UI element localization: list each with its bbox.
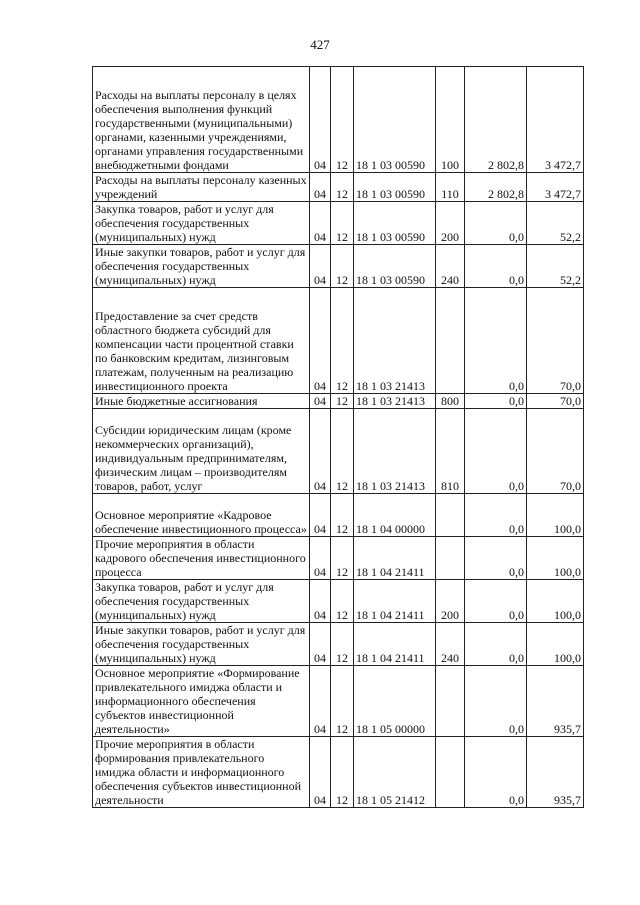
row-section: 04	[310, 623, 331, 666]
table-row	[93, 666, 584, 737]
row-name: Прочие мероприятия в области кадрового обеспечения инвестиционного процесса	[93, 537, 310, 580]
row-amount-1: 2 802,8	[465, 67, 527, 173]
budget-table	[92, 66, 584, 808]
row-amount-1: 0,0	[465, 494, 527, 537]
row-amount-1: 2 802,8	[465, 173, 527, 202]
row-amount-1: 0,0	[465, 737, 527, 808]
row-amount-1: 0,0	[465, 580, 527, 623]
row-amount-1: 0,0	[465, 394, 527, 409]
budget-table-body	[93, 67, 584, 808]
row-name: Закупка товаров, работ и услуг для обеспечения государственных (муниципальных) нужд	[93, 580, 310, 623]
table-row	[93, 409, 584, 494]
row-amount-2: 935,7	[527, 737, 584, 808]
row-target-code: 18 1 03 00590	[354, 67, 436, 173]
row-section: 04	[310, 202, 331, 245]
row-subsection: 12	[331, 666, 354, 737]
row-target-code: 18 1 04 21411	[354, 537, 436, 580]
row-subsection: 12	[331, 409, 354, 494]
row-expense-type: 100	[436, 67, 465, 173]
row-expense-type: 200	[436, 202, 465, 245]
row-section: 04	[310, 67, 331, 173]
row-target-code: 18 1 05 21412	[354, 737, 436, 808]
row-target-code: 18 1 04 00000	[354, 494, 436, 537]
row-target-code: 18 1 04 21411	[354, 580, 436, 623]
row-name: Основное мероприятие «Кадровое обеспечение инвестиционного процесса»	[93, 494, 310, 537]
row-amount-2: 70,0	[527, 288, 584, 394]
table-row	[93, 537, 584, 580]
row-amount-2: 52,2	[527, 202, 584, 245]
row-name: Расходы на выплаты персоналу казенных учреждений	[93, 173, 310, 202]
row-name: Расходы на выплаты персоналу в целях обеспечения выполнения функций государственными (муниципальными) органами, казенными учреждениями, органами управления государственными внебюджетными фондами	[93, 67, 310, 173]
row-subsection: 12	[331, 394, 354, 409]
row-subsection: 12	[331, 202, 354, 245]
row-expense-type: 240	[436, 623, 465, 666]
table-row	[93, 394, 584, 409]
row-amount-1: 0,0	[465, 537, 527, 580]
row-section: 04	[310, 288, 331, 394]
row-section: 04	[310, 409, 331, 494]
table-row	[93, 245, 584, 288]
row-section: 04	[310, 666, 331, 737]
row-amount-2: 3 472,7	[527, 67, 584, 173]
row-subsection: 12	[331, 173, 354, 202]
row-expense-type: 810	[436, 409, 465, 494]
row-name: Иные бюджетные ассигнования	[93, 394, 310, 409]
row-target-code: 18 1 03 21413	[354, 409, 436, 494]
row-amount-1: 0,0	[465, 666, 527, 737]
row-name: Иные закупки товаров, работ и услуг для обеспечения государственных (муниципальных) нужд	[93, 623, 310, 666]
table-row	[93, 623, 584, 666]
row-subsection: 12	[331, 537, 354, 580]
row-subsection: 12	[331, 67, 354, 173]
table-row	[93, 737, 584, 808]
row-amount-1: 0,0	[465, 409, 527, 494]
row-amount-2: 935,7	[527, 666, 584, 737]
row-expense-type	[436, 494, 465, 537]
row-amount-2: 100,0	[527, 537, 584, 580]
page-number: 427	[310, 37, 330, 52]
row-target-code: 18 1 03 00590	[354, 202, 436, 245]
row-target-code: 18 1 03 00590	[354, 173, 436, 202]
row-section: 04	[310, 173, 331, 202]
row-name: Предоставление за счет средств областного бюджета субсидий для компенсации части процентной ставки по банковским кредитам, лизинговым платежам, полученным на реализацию инвестиционного проекта	[93, 288, 310, 394]
row-target-code: 18 1 03 21413	[354, 394, 436, 409]
row-target-code: 18 1 03 00590	[354, 245, 436, 288]
table-row	[93, 288, 584, 394]
row-subsection: 12	[331, 494, 354, 537]
row-amount-2: 70,0	[527, 409, 584, 494]
row-target-code: 18 1 05 00000	[354, 666, 436, 737]
table-row	[93, 173, 584, 202]
row-section: 04	[310, 580, 331, 623]
row-expense-type	[436, 537, 465, 580]
row-expense-type: 200	[436, 580, 465, 623]
row-expense-type: 110	[436, 173, 465, 202]
row-subsection: 12	[331, 623, 354, 666]
row-amount-2: 52,2	[527, 245, 584, 288]
row-amount-2: 100,0	[527, 494, 584, 537]
row-section: 04	[310, 537, 331, 580]
row-name: Основное мероприятие «Формирование привлекательного имиджа области и информационного обеспечения субъектов инвестиционной деятельности»	[93, 666, 310, 737]
row-expense-type	[436, 666, 465, 737]
row-amount-2: 70,0	[527, 394, 584, 409]
table-row	[93, 494, 584, 537]
row-expense-type	[436, 288, 465, 394]
row-target-code: 18 1 04 21411	[354, 623, 436, 666]
row-expense-type: 240	[436, 245, 465, 288]
table-row	[93, 580, 584, 623]
row-subsection: 12	[331, 245, 354, 288]
row-name: Прочие мероприятия в области формирования привлекательного имиджа области и информационного обеспечения субъектов инвестиционной деятельности	[93, 737, 310, 808]
row-amount-2: 100,0	[527, 580, 584, 623]
row-amount-1: 0,0	[465, 288, 527, 394]
row-name: Субсидии юридическим лицам (кроме некоммерческих организаций), индивидуальным предпринимателям, физическим лицам – производителям товаров, работ, услуг	[93, 409, 310, 494]
row-subsection: 12	[331, 288, 354, 394]
row-section: 04	[310, 737, 331, 808]
row-name: Иные закупки товаров, работ и услуг для обеспечения государственных (муниципальных) нужд	[93, 245, 310, 288]
row-amount-1: 0,0	[465, 245, 527, 288]
row-target-code: 18 1 03 21413	[354, 288, 436, 394]
row-amount-1: 0,0	[465, 623, 527, 666]
row-amount-2: 3 472,7	[527, 173, 584, 202]
row-expense-type	[436, 737, 465, 808]
row-expense-type: 800	[436, 394, 465, 409]
table-row	[93, 67, 584, 173]
row-amount-1: 0,0	[465, 202, 527, 245]
row-subsection: 12	[331, 737, 354, 808]
row-name: Закупка товаров, работ и услуг для обеспечения государственных (муниципальных) нужд	[93, 202, 310, 245]
row-amount-2: 100,0	[527, 623, 584, 666]
row-section: 04	[310, 394, 331, 409]
row-section: 04	[310, 245, 331, 288]
table-row	[93, 202, 584, 245]
row-subsection: 12	[331, 580, 354, 623]
row-section: 04	[310, 494, 331, 537]
